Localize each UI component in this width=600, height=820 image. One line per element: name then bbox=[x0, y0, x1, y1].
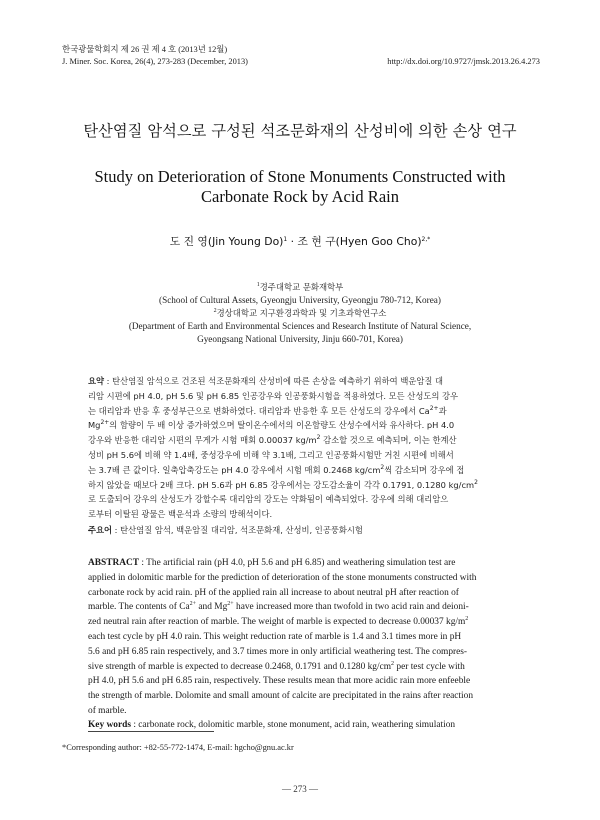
affiliation-2-english-line-2: Gyeongsang National University, Jinju 660-701, Korea) bbox=[197, 334, 403, 344]
keywords-english-label: Key words bbox=[88, 720, 131, 730]
abstract-korean-line bbox=[88, 478, 516, 493]
superscript: 2 bbox=[380, 463, 385, 471]
abstract-korean-text: 씩 감소되며 강우에 접 bbox=[384, 464, 465, 475]
doi-link[interactable]: http://dx.doi.org/10.9727/jmsk.2013.26.4.273 bbox=[387, 57, 540, 66]
abstract-korean-line bbox=[88, 404, 516, 419]
author-1-affiliation-mark: 1 bbox=[283, 236, 288, 243]
affiliation-1-korean-name: 경주대학교 문화재학부 bbox=[259, 282, 344, 292]
affiliation-2-korean-name: 경상대학교 지구환경과학과 및 기초과학연구소 bbox=[216, 308, 387, 318]
affiliation-2-english-line-1: (Department of Earth and Environmental Sciences and Research Institute of Natural Science, bbox=[128, 321, 472, 331]
abstract-english-text: zed neutral rain after reaction of marble. The weight of marble is expected to decrease 0.00037 kg/m bbox=[88, 617, 466, 628]
abstract-english bbox=[88, 556, 516, 719]
affiliation-1-english: (School of Cultural Assets, Gyeongju University, Gyeongju 780-712, Korea) bbox=[159, 295, 441, 305]
abstract-english-line: 5.6 and pH 6.85 rain respectively, and 3.7 times more in only artificial weathering test. The compres- bbox=[88, 646, 468, 657]
abstract-english-text: and Mg bbox=[196, 602, 228, 613]
abstract-english-text: per test cycle with bbox=[394, 661, 465, 672]
abstract-korean-text: 의 함량이 두 배 이상 증가하였으며 탈이온수에서의 이온함량도 산성수에서와 유사하다. pH 4.0 bbox=[109, 420, 455, 431]
superscript: 2+ bbox=[100, 419, 110, 427]
abstract-korean-text: 강우와 반응한 대리암 시편의 무게가 시험 매회 0.00037 kg/m bbox=[88, 435, 317, 446]
abstract-english-line: pH 4.0, pH 5.6 and pH 6.85 rain, respectively. These results mean that more acidic rain more enfeeble bbox=[88, 676, 471, 687]
affiliation-2-mark: 2 bbox=[213, 308, 217, 314]
journal-citation-korean: 한국광물학회지 제 26 권 제 4 호 (2013년 12월) bbox=[62, 45, 228, 54]
superscript: 2+ bbox=[227, 601, 234, 608]
abstract-korean bbox=[88, 374, 516, 522]
superscript: 2+ bbox=[189, 601, 197, 608]
abstract-english-line bbox=[88, 615, 516, 630]
abstract-english-text: marble. The contents of Ca bbox=[88, 602, 190, 613]
abstract-english-line: the strength of marble. Dolomite and small amount of calcite are precipitated in the rains after reaction bbox=[88, 691, 474, 702]
abstract-english-line: of marble. bbox=[88, 705, 127, 716]
abstract-korean-line bbox=[88, 433, 516, 448]
keywords-korean-text: : 탄산염질 암석, 백운암질 대리암, 석조문화재, 산성비, 인공풍화시험 bbox=[112, 525, 363, 535]
abstract-korean-text: Mg bbox=[88, 420, 101, 431]
abstract-korean-line bbox=[88, 418, 516, 433]
superscript: 2 bbox=[474, 478, 478, 486]
keywords-korean-label: 주요어 bbox=[88, 525, 113, 535]
abstract-english-line bbox=[88, 600, 516, 615]
abstract-korean-line bbox=[88, 374, 516, 389]
author-2-affiliation-mark: 2,* bbox=[421, 236, 431, 243]
abstract-english-text: : The artificial rain (pH 4.0, pH 5.6 and pH 6.85) and weathering simulation test are bbox=[139, 558, 456, 568]
affiliation-2-korean bbox=[40, 307, 560, 320]
abstract-english-text: sive strength of marble is expected to decrease 0.2468, 0.1791 and 0.1280 kg/cm bbox=[88, 661, 392, 672]
abstract-korean-text: 는 대리암과 반응 후 중성부근으로 변화하였다. 대리암과 반응한 후 모든 산성도의 강우에서 Ca bbox=[88, 405, 430, 416]
affiliation-1-korean bbox=[40, 281, 560, 294]
abstract-korean-line: 로 도출되어 강우의 산성도가 강할수록 대리암의 강도는 약화됨이 예측되었다. 강우에 의해 대리암으 bbox=[88, 494, 449, 505]
abstract-english-line: applied in dolomitic marble for the prediction of deterioration of the stone monuments constructed with bbox=[88, 572, 477, 583]
abstract-korean-text: 감소할 것으로 예측되며, 이는 한계산 bbox=[320, 435, 457, 446]
keywords-korean bbox=[88, 524, 516, 536]
superscript: 2 bbox=[391, 660, 395, 667]
superscript: 2 bbox=[316, 434, 321, 442]
author-separator: · bbox=[287, 235, 298, 248]
abstract-english-label: ABSTRACT bbox=[88, 558, 140, 568]
title-english-line-2: Carbonate Rock by Acid Rain bbox=[201, 187, 399, 206]
author-line bbox=[40, 235, 560, 249]
abstract-korean-text: 하지 않았을 때보다 2배 크다. pH 5.6과 pH 6.85 강우에서는 강도감소율이 각각 0.1791, 0.1280 kg/cm bbox=[88, 479, 475, 490]
abstract-korean-line: 로부터 이탈된 광물은 백운석과 소량의 방해석이다. bbox=[88, 509, 273, 520]
author-1: 도 진 영(Jin Young Do) bbox=[169, 235, 284, 248]
abstract-english-line bbox=[88, 556, 516, 571]
abstract-english-text: have increased more than twofold in two acid rain and deioni- bbox=[233, 602, 469, 613]
abstract-korean-text: 는 3.7배 큰 값이다. 일축압축강도는 pH 4.0 강우에서 시험 매회 0.2468 kg/cm bbox=[88, 464, 381, 475]
title-english-line-1: Study on Deterioration of Stone Monuments Constructed with bbox=[94, 167, 506, 186]
author-2: 조 현 구(Hyen Goo Cho) bbox=[297, 235, 422, 248]
abstract-korean-line: 리암 시편에 pH 4.0, pH 5.6 및 pH 6.85 인공강우와 인공풍화시험을 적용하였다. 모든 산성도의 강우 bbox=[88, 390, 459, 401]
affiliation-1-mark: 1 bbox=[256, 282, 260, 288]
abstract-english-line: each test cycle by pH 4.0 rain. This weight reduction rate of marble is 1.4 and 3.1 times more in pH bbox=[88, 631, 462, 642]
page-number: ― 273 ― bbox=[282, 784, 318, 794]
abstract-english-line bbox=[88, 660, 516, 675]
corresponding-author-footnote: *Corresponding author: +82-55-772-1474, E-mail: hgcho@gnu.ac.kr bbox=[62, 743, 294, 752]
abstract-korean-text: 과 bbox=[438, 405, 447, 416]
journal-citation-english: J. Miner. Soc. Korea, 26(4), 273-283 (December, 2013) bbox=[62, 57, 248, 66]
abstract-english-line: carbonate rock by acid rain. pH of the applied rain all increase to about neutral pH after reaction of bbox=[88, 587, 459, 598]
keywords-english bbox=[88, 719, 528, 731]
title-korean: 탄산염질 암석으로 구성된 석조문화재의 산성비에 의한 손상 연구 bbox=[83, 122, 517, 140]
abstract-korean-text: : 탄산염질 암석으로 건조된 석조문화재의 산성비에 따른 손상을 예측하기 위하여 백운암질 대 bbox=[104, 376, 444, 386]
abstract-korean-line: 성비 pH 5.6에 비해 약 1.4배, 중성강우에 비해 약 3.1배, 그리고 인공풍화시험만 거친 시편에 비해서 bbox=[88, 449, 454, 460]
abstract-korean-label: 요약 bbox=[88, 376, 105, 386]
abstract-korean-line bbox=[88, 463, 516, 478]
superscript: 2+ bbox=[429, 404, 439, 412]
footnote-divider bbox=[88, 731, 214, 732]
keywords-english-text: : carbonate rock, dolomitic marble, stone monument, acid rain, weathering simulation bbox=[130, 720, 456, 730]
superscript: 2 bbox=[465, 616, 469, 623]
